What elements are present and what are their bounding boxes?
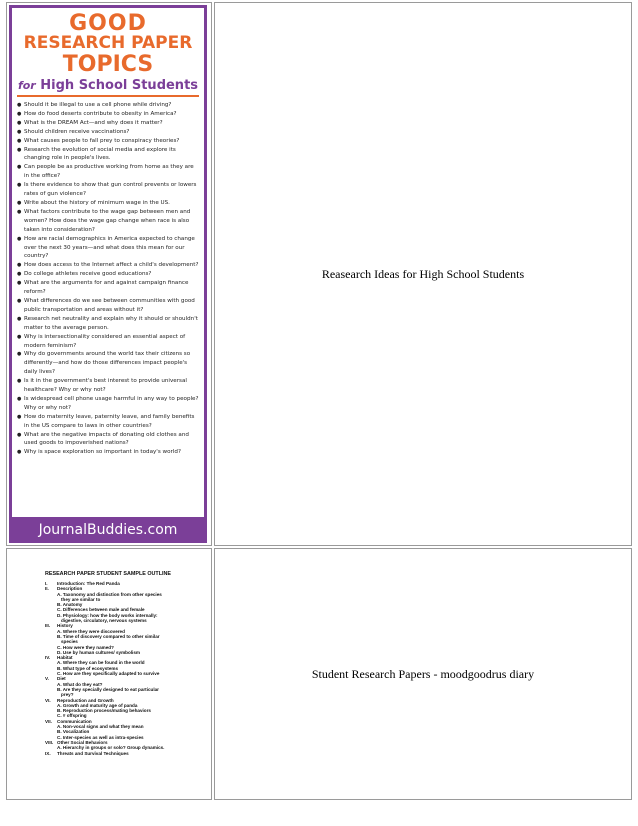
topic-item: ● What differences do we see between communities with good public transportation and areas without it? [17,297,199,315]
outline-section-number: II. [45,586,49,592]
outline-section-number: IV. [45,655,51,661]
outline-subitem: A. What do they eat? [57,681,103,687]
topic-item: ● Why is space exploration so important in today's world? [17,448,199,457]
topic-item: ● Research net neutrality and explain why it should or shouldn't matter to the average person. [17,315,199,333]
poster-title: GOOD RESEARCH PAPER TOPICS [23,11,193,77]
outline-subitem: A. Where they were discovered [57,628,125,634]
outline-image-cell[interactable] [6,548,212,800]
outline-section-number: IX. [45,750,51,756]
outline-section-label: Threats and Survival Techniques [57,750,129,756]
outline-section-number: III. [45,623,51,629]
outline-subitem: D. Use by human cultures/ symbolism [57,649,140,655]
outline-section-label: Introduction: The Red Panda [57,581,120,586]
result-caption[interactable] [214,548,632,800]
result-row [6,548,632,800]
research-topics-poster[interactable] [9,5,207,543]
topic-item: ● Should it be illegal to use a cell phone while driving? [17,101,199,110]
outline-section-number: VIII. [45,739,54,745]
caption-text[interactable]: Student Research Papers - moodgoodrus diary [311,666,535,681]
topic-item: ● What are the negative impacts of donating old clothes and used goods to impoverished nations? [17,431,199,449]
outline-subitem: B. Anatomy [57,602,83,608]
poster-image-cell[interactable] [6,2,212,546]
outline-subitem: A. Non-vocal signs and what they mean [57,724,144,730]
topic-item: ● Why is intersectionality considered an essential aspect of modern feminism? [17,333,199,351]
outline-subitem: they are similar to [61,596,101,602]
caption-text[interactable]: Reasearch Ideas for High School Students [321,266,525,281]
outline-subitem: C. Inter-species as well as intra-species [57,734,144,740]
outline-subitem: prey? [61,692,74,698]
outline-subitem: B. Time of discovery compared to other similar [57,633,160,639]
outline-section [45,751,197,756]
outline-section-label: History [57,623,73,629]
outline-subitem: C. How were they named? [57,644,114,650]
outline-subitem: C. # offspring [57,713,87,719]
topic-item: ● Write about the history of minimum wage in the US. [17,199,199,208]
outline-section-label: Other Social Behaviors [57,739,108,745]
topic-item: ● Research the evolution of social media and explore its changing role in people's lives. [17,146,199,164]
outline-subitem: B. Vocalization [57,729,90,735]
topic-item: ● How do maternity leave, paternity leave, and family benefits in the US compare to laws in other countries? [17,413,199,431]
result-row [6,2,632,546]
outline-section-number: VII. [45,718,52,724]
topic-item: ● Is it in the government's best interest to provide universal healthcare? Why or why not? [17,377,199,395]
outline-subitem: D. Physiology: how the body works internally: [57,612,158,618]
topic-item: ● Why do governments around the world tax their citizens so differently—and how do those differences impact people's daily lives? [17,350,199,377]
topic-item: ● How do food deserts contribute to obesity in America? [17,110,199,119]
outline-title: RESEARCH PAPER STUDENT SAMPLE OUTLINE [45,571,171,577]
outline-section-label: Description [57,586,83,592]
outline-subitem: C. How are they specifically adapted to survive [57,671,160,677]
topic-item: ● Do college athletes receive good educations? [17,270,199,279]
outline-section-number: I. [45,581,48,586]
topic-item: ● How does access to the Internet affect a child's development? [17,261,199,270]
topic-item: ● What is the DREAM Act—and why does it matter? [17,119,199,128]
outline-body [45,581,197,756]
poster-subtitle: for High School Students [17,78,199,97]
topic-item: ● Is there evidence to show that gun control prevents or lowers rates of gun violence? [17,181,199,199]
topic-item: ● What causes people to fall prey to conspiracy theories? [17,137,199,146]
outline-subitem: B. Reproduction process/mating behaviors [57,708,151,714]
outline-section-label: Communication [57,718,92,724]
outline-section-label: Reproduction and Growth [57,697,114,703]
result-caption[interactable] [214,2,632,546]
outline-subitem: A. Growth and maturity age of panda [57,702,138,708]
topic-item: ● Should children receive vaccinations? [17,128,199,137]
outline-subitem: A. Hierarchy in groups or solo? Group dynamics. [57,745,165,751]
outline-subitem: B. What type of ecosystems [57,665,119,671]
outline-section-label: Habitat [57,655,73,661]
results-table [4,0,634,802]
outline-subitem: A. Where they can be found in the world [57,660,145,666]
topic-item: ● How are racial demographics in America expected to change over the next 30 years—and what does this mean for our country? [17,235,199,262]
topic-item: ● Can people be as productive working from home as they are in the office? [17,163,199,181]
outline-section-label: Diet [57,676,66,682]
outline-subitem: A. Taxonomy and distinction from other species [57,591,162,597]
outline-subitem: digestive, circulatory, nervous systems [61,618,147,624]
sample-outline-document[interactable] [9,551,207,797]
outline-section-number: VI. [45,697,51,703]
outline-subitem: C. Differences between male and female [57,607,145,613]
poster-footer: JournalBuddies.com [9,517,207,543]
outline-subitem: B. Are they specially designed to eat particular [57,686,159,692]
topic-item: ● Is widespread cell phone usage harmful in any way to people? Why or why not? [17,395,199,413]
outline-subitem: species [61,639,78,645]
topic-list [17,101,199,457]
topic-item: ● What are the arguments for and against campaign finance reform? [17,279,199,297]
topic-item: ● What factors contribute to the wage gap between men and women? How does the wage gap change when race is also taken into consideration? [17,208,199,235]
outline-section-number: V. [45,676,49,682]
